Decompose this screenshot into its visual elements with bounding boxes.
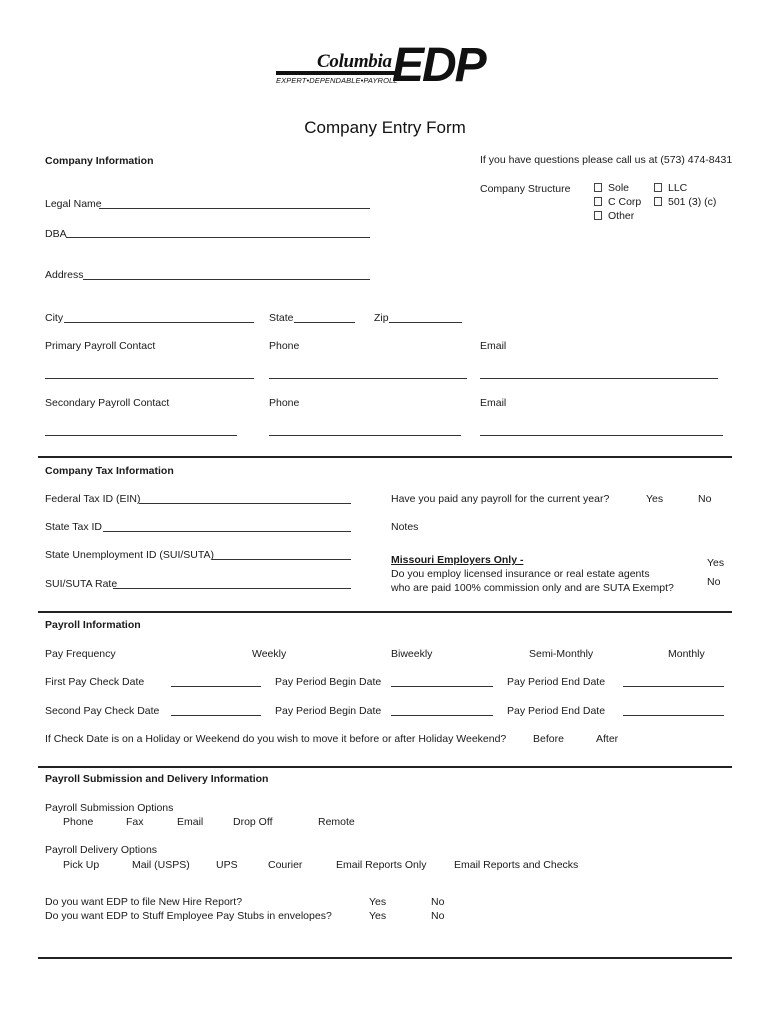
second-period-begin-label: Pay Period Begin Date — [275, 705, 382, 717]
other-label: Other — [608, 210, 635, 222]
section-divider — [38, 611, 732, 613]
secondary-email-label: Email — [480, 397, 507, 409]
legal-name-label: Legal Name — [45, 198, 102, 210]
secondary-contact-label: Secondary Payroll Contact — [45, 397, 170, 409]
pay-frequency-label: Pay Frequency — [45, 648, 116, 660]
delivery-ups[interactable]: UPS — [216, 859, 238, 871]
page-title: Company Entry Form — [304, 118, 466, 137]
zip-field[interactable] — [389, 322, 462, 323]
primary-contact-label: Primary Payroll Contact — [45, 340, 156, 352]
logo-mark: EDP — [392, 39, 485, 92]
columbia-edp-logo — [276, 39, 498, 96]
sui-rate-field[interactable] — [113, 588, 351, 589]
first-check-date-field[interactable] — [171, 686, 261, 687]
primary-email-field[interactable] — [480, 378, 718, 379]
missouri-yes[interactable]: Yes — [707, 557, 725, 569]
secondary-phone-label: Phone — [269, 397, 300, 409]
section-divider — [38, 456, 732, 458]
other-checkbox[interactable] — [594, 211, 602, 220]
state-field[interactable] — [294, 322, 355, 323]
payroll-info-heading: Payroll Information — [45, 619, 141, 631]
first-check-date-label: First Pay Check Date — [45, 676, 145, 688]
c-corp-checkbox[interactable] — [594, 197, 602, 206]
501c3-label: 501 (3) (c) — [668, 196, 717, 208]
holiday-after-option[interactable]: After — [596, 733, 619, 745]
delivery-courier[interactable]: Courier — [268, 859, 303, 871]
holiday-before-option[interactable]: Before — [533, 733, 564, 745]
c-corp-label: C Corp — [608, 196, 642, 208]
federal-tax-id-label: Federal Tax ID (EIN) — [45, 493, 141, 505]
second-period-begin-field[interactable] — [391, 715, 493, 716]
address-label: Address — [45, 269, 84, 281]
new-hire-no[interactable]: No — [431, 896, 445, 908]
sui-id-field[interactable] — [212, 559, 351, 560]
llc-label: LLC — [668, 182, 688, 194]
tax-info-heading: Company Tax Information — [45, 465, 174, 477]
notes-label: Notes — [391, 521, 419, 533]
delivery-pick-up[interactable]: Pick Up — [63, 859, 100, 871]
dba-label: DBA — [45, 228, 67, 240]
missouri-question-line2: who are paid 100% commission only and are SUTA Exempt? — [391, 582, 674, 594]
sui-rate-label: SUI/SUTA Rate — [45, 578, 118, 590]
paid-payroll-question: Have you paid any payroll for the current year? — [391, 493, 610, 505]
submission-phone[interactable]: Phone — [63, 816, 94, 828]
delivery-email-reports-only[interactable]: Email Reports Only — [336, 859, 427, 871]
delivery-mail-usps[interactable]: Mail (USPS) — [132, 859, 190, 871]
primary-phone-label: Phone — [269, 340, 300, 352]
submission-remote[interactable]: Remote — [318, 816, 355, 828]
stuff-stubs-question: Do you want EDP to Stuff Employee Pay Stubs in envelopes? — [45, 910, 332, 922]
secondary-phone-field[interactable] — [269, 435, 461, 436]
frequency-biweekly[interactable]: Biweekly — [391, 648, 433, 660]
secondary-contact-field[interactable] — [45, 435, 237, 436]
first-period-begin-field[interactable] — [391, 686, 493, 687]
first-period-end-label: Pay Period End Date — [507, 676, 606, 688]
primary-email-label: Email — [480, 340, 507, 352]
primary-phone-field[interactable] — [269, 378, 467, 379]
submission-email[interactable]: Email — [177, 816, 204, 828]
missouri-no[interactable]: No — [707, 576, 721, 588]
state-label: State — [269, 312, 294, 324]
submission-options-label: Payroll Submission Options — [45, 802, 174, 814]
delivery-email-reports-and-checks[interactable]: Email Reports and Checks — [454, 859, 579, 871]
company-info-heading: Company Information — [45, 155, 154, 167]
delivery-options-label: Payroll Delivery Options — [45, 844, 158, 856]
logo-brand: Columbia — [317, 51, 392, 72]
bottom-divider — [38, 957, 732, 959]
sui-id-label: State Unemployment ID (SUI/SUTA) — [45, 549, 215, 561]
federal-tax-id-field[interactable] — [139, 503, 351, 504]
secondary-email-field[interactable] — [480, 435, 723, 436]
holiday-question: If Check Date is on a Holiday or Weekend do you wish to move it before or after Holiday Weekend? — [45, 733, 507, 745]
contact-note: If you have questions please call us at (573) 474-8431 — [480, 154, 733, 166]
second-check-date-label: Second Pay Check Date — [45, 705, 160, 717]
second-period-end-field[interactable] — [623, 715, 724, 716]
501c3-checkbox[interactable] — [654, 197, 662, 206]
company-structure-label: Company Structure — [480, 183, 571, 195]
second-period-end-label: Pay Period End Date — [507, 705, 606, 717]
state-tax-id-field[interactable] — [103, 531, 351, 532]
frequency-semi-monthly[interactable]: Semi-Monthly — [529, 648, 594, 660]
first-period-end-field[interactable] — [623, 686, 724, 687]
llc-checkbox[interactable] — [654, 183, 662, 192]
dba-field[interactable] — [66, 237, 370, 238]
zip-label: Zip — [374, 312, 389, 324]
address-field[interactable] — [83, 279, 370, 280]
new-hire-question: Do you want EDP to file New Hire Report? — [45, 896, 243, 908]
legal-name-field[interactable] — [99, 208, 370, 209]
submission-drop-off[interactable]: Drop Off — [233, 816, 273, 828]
state-tax-id-label: State Tax ID — [45, 521, 103, 533]
stuff-stubs-no[interactable]: No — [431, 910, 445, 922]
paid-payroll-yes[interactable]: Yes — [646, 493, 664, 505]
paid-payroll-no[interactable]: No — [698, 493, 712, 505]
submission-heading: Payroll Submission and Delivery Information — [45, 773, 269, 785]
missouri-heading: Missouri Employers Only - — [391, 554, 524, 566]
first-period-begin-label: Pay Period Begin Date — [275, 676, 382, 688]
new-hire-yes[interactable]: Yes — [369, 896, 387, 908]
frequency-weekly[interactable]: Weekly — [252, 648, 287, 660]
submission-fax[interactable]: Fax — [126, 816, 144, 828]
missouri-question-line1: Do you employ licensed insurance or real estate agents — [391, 568, 650, 580]
city-label: City — [45, 312, 64, 324]
sole-label: Sole — [608, 182, 630, 194]
city-field[interactable] — [64, 322, 254, 323]
logo-tagline: EXPERT•DEPENDABLE•PAYROLL — [276, 76, 398, 85]
primary-contact-field[interactable] — [45, 378, 254, 379]
sole-checkbox[interactable] — [594, 183, 602, 192]
frequency-monthly[interactable]: Monthly — [668, 648, 705, 660]
section-divider — [38, 766, 732, 768]
second-check-date-field[interactable] — [171, 715, 261, 716]
stuff-stubs-yes[interactable]: Yes — [369, 910, 387, 922]
